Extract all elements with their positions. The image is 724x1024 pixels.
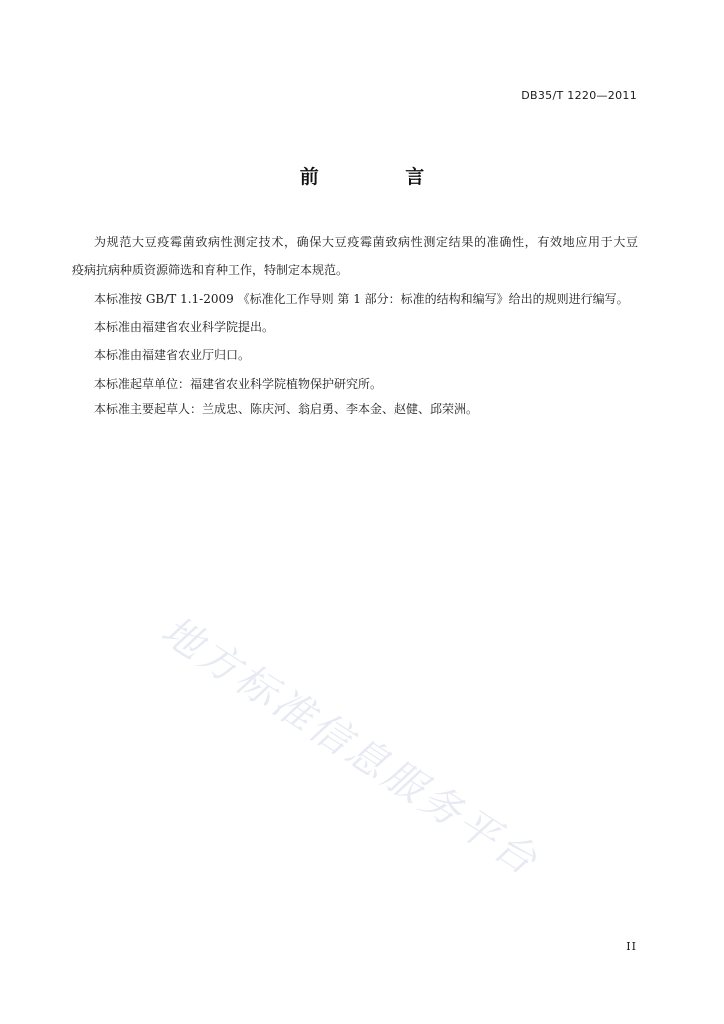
paragraph-purpose-line2: 疫病抗病种质资源筛选和育种工作，特制定本规范。 — [72, 263, 349, 277]
page-title: 前 言 — [299, 166, 465, 188]
paragraph-drafting-rules: 本标准按 GB/T 1.1-2009 《标准化工作导则 第 1 部分：标准的结构和编写》给出的规则进行编写。 — [94, 292, 629, 306]
paragraph-purpose-line1: 为规范大豆疫霉菌致病性测定技术，确保大豆疫霉菌致病性测定结果的准确性，有效地应用于大豆 — [94, 235, 638, 249]
paragraph-drafters: 本标准主要起草人：兰成忠、陈庆河、翁启勇、李本金、赵健、邱荣洲。 — [94, 402, 479, 416]
watermark: 地方标准信息服务平台 — [153, 607, 548, 886]
standard-code: DB35/T 1220—2011 — [521, 89, 637, 102]
paragraph-centralized-by: 本标准由福建省农业厅归口。 — [94, 348, 251, 362]
page-number: II — [626, 940, 637, 953]
paragraph-proposed-by: 本标准由福建省农业科学院提出。 — [94, 320, 275, 334]
paragraph-drafting-unit: 本标准起草单位：福建省农业科学院植物保护研究所。 — [94, 377, 383, 391]
